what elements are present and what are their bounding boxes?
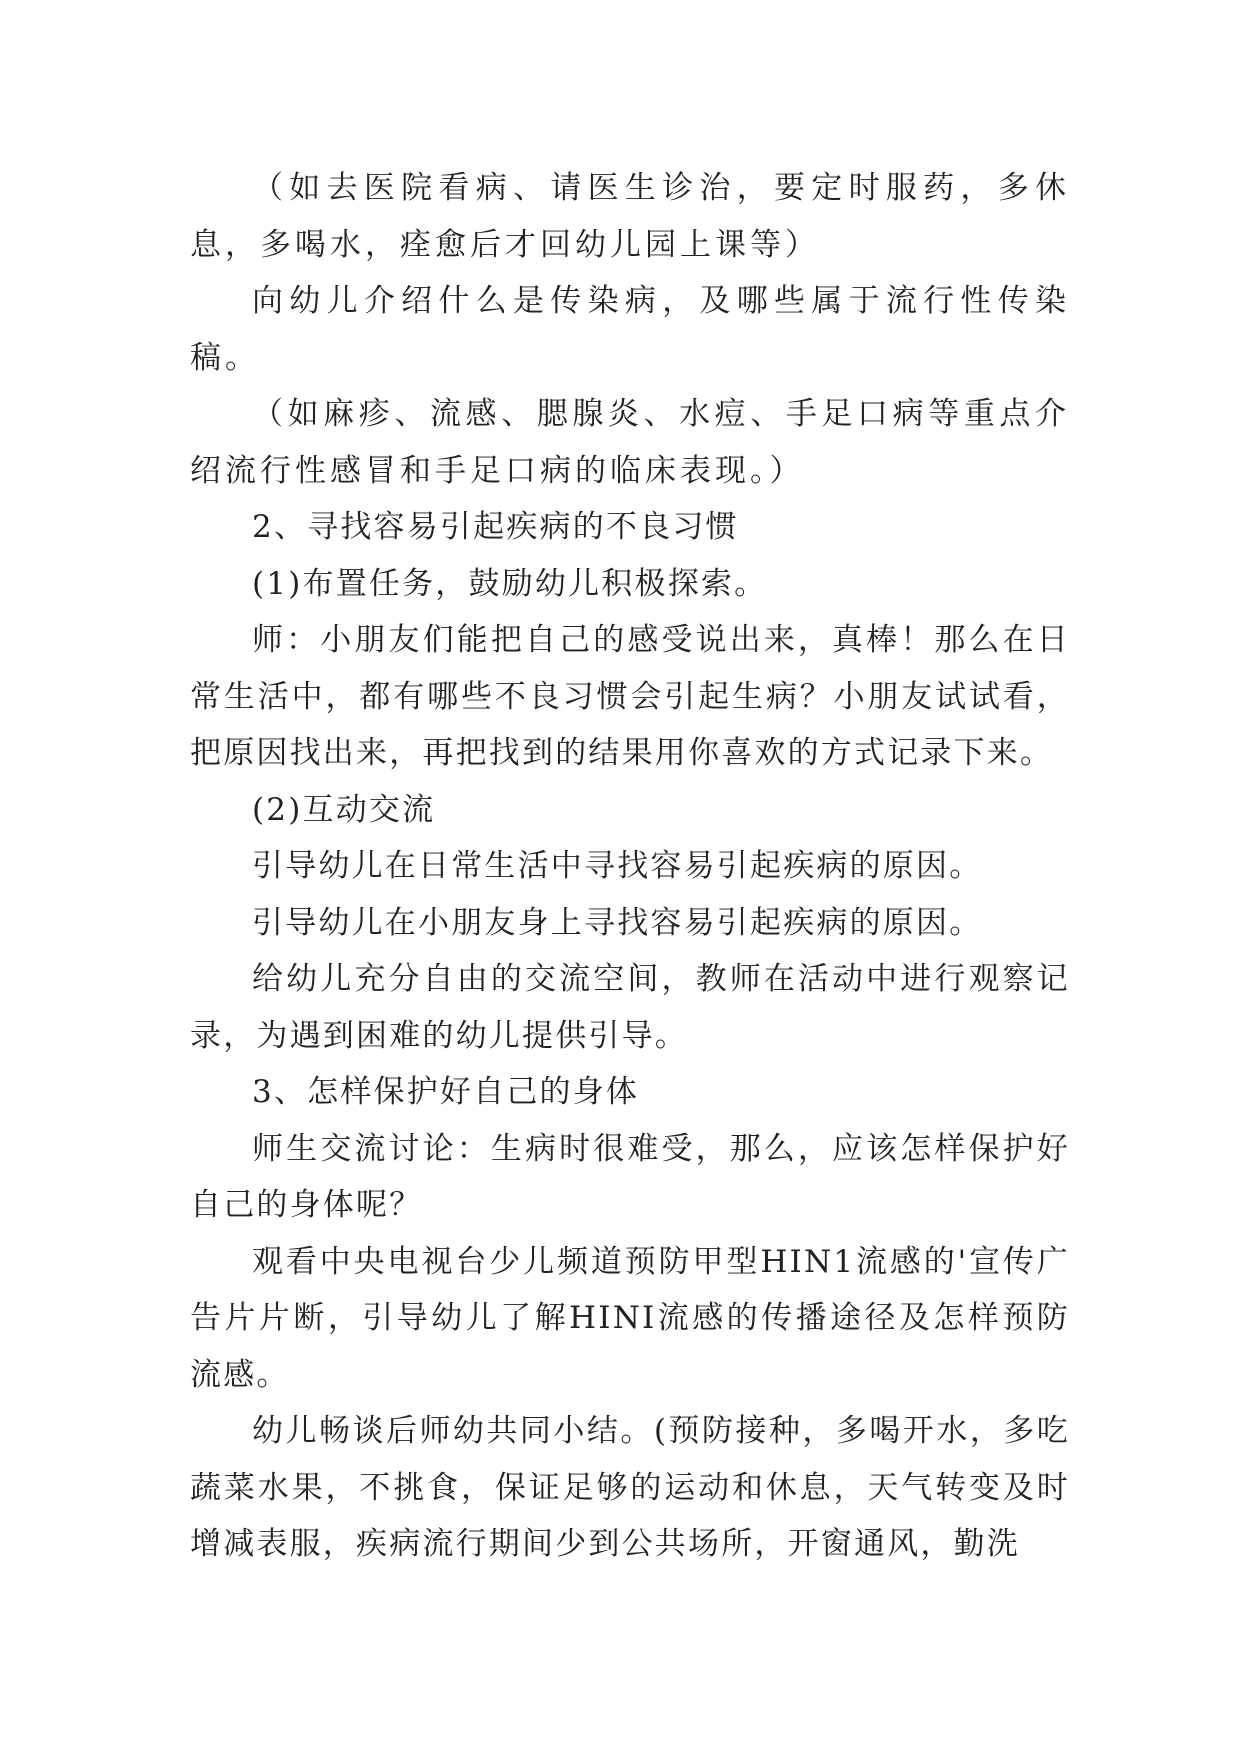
- paragraph-5: 引导幼儿在日常生活中寻找容易引起疾病的原因。: [252, 848, 983, 884]
- document-body: [190, 160, 1070, 1573]
- paragraph-4: 师：小朋友们能把自己的感受说出来，真棒！那么在日常生活中，都有哪些不良习惯会引起生病？小朋友试试看，把原因找出来，再把找到的结果用你喜欢的方式记录下来。: [190, 622, 1070, 771]
- paragraph-9: 观看中央电视台少儿频道预防甲型HIN1流感的'宣传广告片片断，引导幼儿了解HINI流感的传播途径及怎样预防流感。: [190, 1243, 1070, 1393]
- paragraph-10: 幼儿畅谈后师幼共同小结。(预防接种，多喝开水，多吃蔬菜水果，不挑食，保证足够的运动和休息，天气转变及时增减表服，疾病流行期间少到公共场所，开窗通风，勤洗: [190, 1413, 1070, 1562]
- paragraph-3: （如麻疹、流感、腮腺炎、水痘、手足口病等重点介绍流行性感冒和手足口病的临床表现。）: [190, 396, 1070, 489]
- subheading-1: (1)布置任务，鼓励幼儿积极探索。: [252, 565, 768, 602]
- subheading-2: (2)互动交流: [252, 791, 436, 828]
- paragraph-1: （如去医院看病、请医生诊治，要定时服药，多休息，多喝水，痊愈后才回幼儿园上课等）: [190, 170, 1070, 263]
- paragraph-7: 给幼儿充分自由的交流空间，教师在活动中进行观察记录，为遇到困难的幼儿提供引导。: [190, 961, 1070, 1054]
- paragraph-2: 向幼儿介绍什么是传染病，及哪些属于流行性传染稿。: [190, 283, 1070, 376]
- paragraph-6: 引导幼儿在小朋友身上寻找容易引起疾病的原因。: [252, 904, 983, 941]
- section-heading-3: 3、怎样保护好自己的身体: [252, 1074, 640, 1110]
- paragraph-8: 师生交流讨论：生病时很难受，那么，应该怎样保护好自己的身体呢？: [190, 1130, 1070, 1223]
- section-heading-2: 2、寻找容易引起疾病的不良习惯: [252, 509, 739, 545]
